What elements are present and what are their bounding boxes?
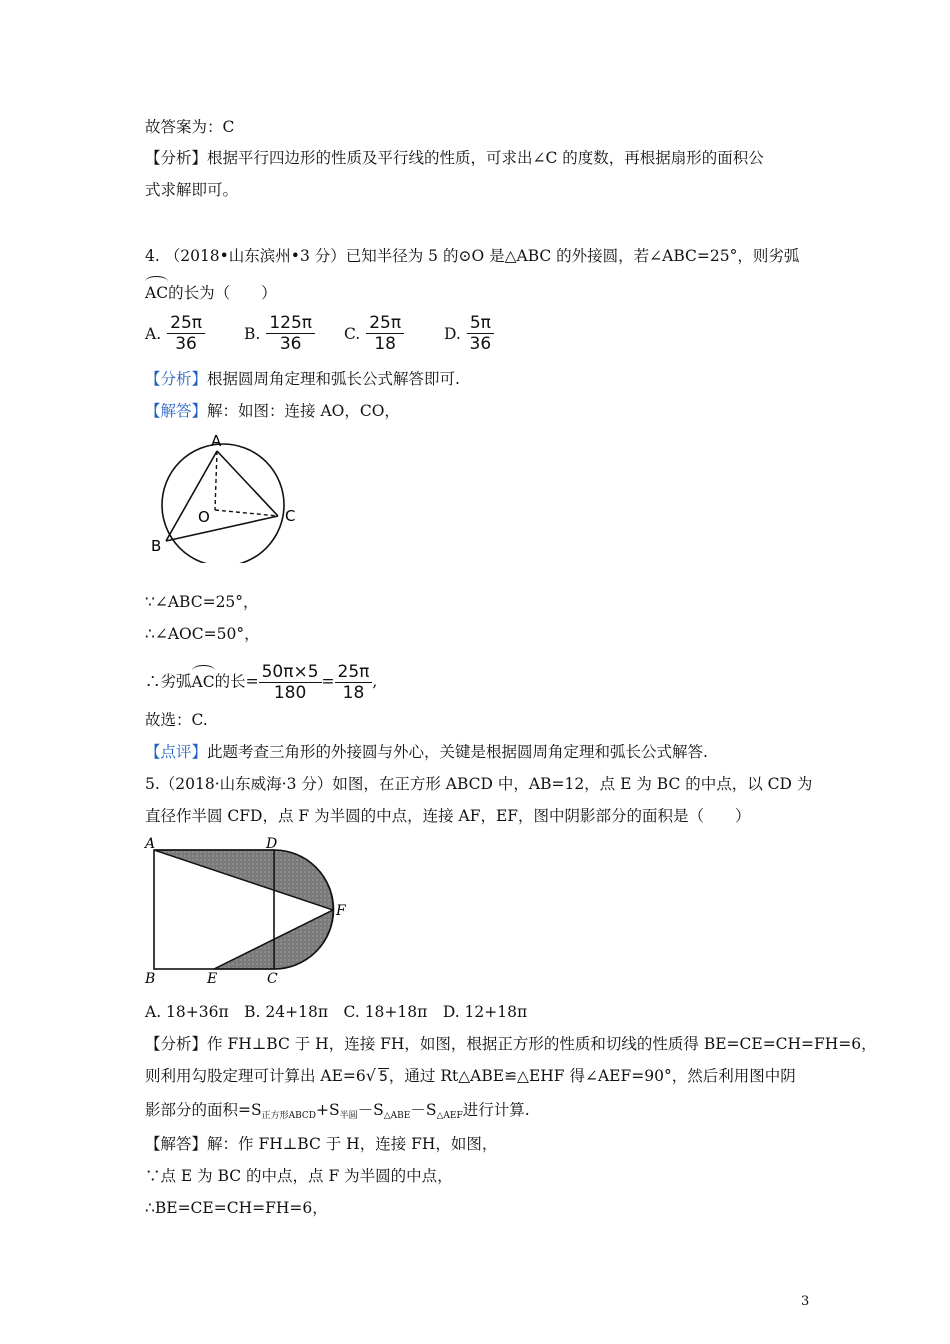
- label-c: C: [285, 507, 296, 525]
- frac-den: 180: [273, 683, 307, 703]
- step3-mid: 的长=: [214, 672, 259, 691]
- frac-den: 18: [342, 683, 365, 703]
- fraction-2: [335, 662, 373, 703]
- analysis-text: －S: [410, 1101, 437, 1119]
- analysis-text: 根据平行四边形的性质及平行线的性质，可求出∠C 的度数，再根据扇形的面积公: [207, 149, 764, 167]
- frac-den: 18: [374, 334, 396, 354]
- arc-ac: AC: [191, 672, 215, 691]
- q5-stem-line2: 直径作半圆 CFD，点 F 为半圆的中点，连接 AF，EF，图中阴影部分的面积是（ ）: [145, 807, 751, 825]
- subscript: △AEF: [436, 1111, 463, 1121]
- analysis-text: 则利用勾股定理可计算出 AE=6: [145, 1067, 366, 1085]
- q4-solution: [145, 401, 400, 421]
- q5-analysis-line2: 则利用勾股定理可计算出 AE=6√ 5，通过 Rt△ABE≌△EHF 得∠AEF=90°，然后利用图中阴: [145, 1066, 796, 1085]
- subscript: 半圆: [339, 1111, 358, 1121]
- frac-num: 25π: [335, 662, 373, 683]
- frac-den: 36: [279, 334, 302, 354]
- label-b: B: [145, 971, 156, 985]
- q4-stem-line1: 4. （2018•山东滨州•3 分）已知半径为 5 的⊙O 是△ABC 的外接圆，若∠ABC=25°，则劣弧: [145, 247, 800, 265]
- option-fraction: [266, 313, 315, 354]
- label-a: A: [211, 433, 222, 450]
- frac-num: 50π×5: [259, 662, 322, 683]
- analysis-text: 影部分的面积=S: [145, 1101, 262, 1119]
- frac-num: 25π: [366, 313, 404, 334]
- analysis-tag: 【分析】: [145, 370, 208, 388]
- solution-tag: 【解答】: [145, 402, 208, 420]
- equals: =: [321, 672, 335, 691]
- frac-den: 36: [175, 334, 197, 354]
- analysis-text: 根据圆周角定理和弧长公式解答即可.: [207, 370, 460, 388]
- option-fraction: [167, 313, 205, 354]
- solution-text: 解：如图：连接 AO，CO，: [207, 402, 400, 420]
- q4-stem-rest: 的长为（ ）: [168, 284, 277, 302]
- subscript: 正方形ABCD: [261, 1111, 316, 1121]
- q5-square-figure: [140, 835, 360, 985]
- q5-step2: ∴BE=CE=CH=FH=6，: [145, 1199, 328, 1217]
- q4-option-d: [444, 313, 494, 354]
- analysis-text: ，通过 Rt△ABE≌△EHF 得∠AEF=90°，然后利用图中阴: [388, 1067, 796, 1085]
- solution-text: 解：作 FH⊥BC 于 H，连接 FH，如图，: [207, 1135, 498, 1153]
- option-fraction: [467, 313, 494, 354]
- step3-prefix: ∴劣弧: [145, 672, 192, 691]
- q4-option-c: [344, 313, 404, 354]
- frac-num: 125π: [266, 313, 315, 334]
- label-b: B: [151, 537, 162, 555]
- q5-analysis-line3: [145, 1100, 530, 1126]
- q4-stem-line2: [145, 283, 277, 303]
- q4-analysis: [145, 369, 460, 389]
- analysis-tag: 【分析】: [145, 149, 208, 167]
- q3-analysis-line1: [145, 148, 764, 168]
- segment-ab: [166, 451, 217, 541]
- option-label: A.: [145, 324, 162, 343]
- step3-end: ,: [372, 672, 378, 691]
- q3-analysis-line2: 式求解即可。: [145, 181, 239, 199]
- q4-circle-figure: [148, 433, 308, 563]
- option-fraction: [366, 313, 404, 354]
- q5-options: A. 18+36π B. 24+18π C. 18+18π D. 12+18π: [145, 1003, 528, 1021]
- label-c: C: [267, 971, 278, 985]
- option-label: C.: [344, 324, 361, 343]
- frac-num: 5π: [467, 313, 494, 334]
- q4-choice: 故选：C.: [145, 711, 208, 729]
- q4-step1: ∵∠ABC=25°，: [145, 593, 259, 611]
- option-label: B.: [244, 324, 261, 343]
- label-d: D: [266, 836, 278, 852]
- q5-stem-line1: 5.（2018·山东威海·3 分）如图，在正方形 ABCD 中，AB=12，点 E 为 BC 的中点，以 CD 为: [145, 775, 813, 793]
- comment-tag: 【点评】: [145, 743, 208, 761]
- solution-tag: 【解答】: [145, 1135, 208, 1153]
- comment-text: 此题考查三角形的外接圆与外心，关键是根据圆周角定理和弧长公式解答.: [207, 743, 708, 761]
- q4-comment: [145, 742, 708, 762]
- page-number: 3: [801, 1294, 810, 1309]
- segment-bc: [166, 516, 278, 541]
- frac-den: 36: [469, 334, 492, 354]
- subscript: △ABE: [383, 1111, 411, 1121]
- fraction-1: [259, 662, 322, 703]
- label-f: F: [336, 903, 346, 919]
- q4-option-b: [244, 313, 315, 354]
- q5-step1: ∵点 E 为 BC 的中点，点 F 为半圆的中点，: [145, 1167, 453, 1185]
- analysis-text: －S: [357, 1101, 384, 1119]
- analysis-text: 作 FH⊥BC 于 H，连接 FH，如图，根据正方形的性质和切线的性质得 BE=CE=CH=FH=6，: [207, 1035, 877, 1053]
- analysis-tag: 【分析】: [145, 1035, 208, 1053]
- q4-step3: [145, 662, 377, 703]
- q4-option-a: [145, 313, 205, 354]
- arc-ac: AC: [145, 284, 169, 302]
- segment-oc: [215, 510, 278, 516]
- segment-ac: [217, 451, 278, 516]
- analysis-text: 进行计算.: [462, 1101, 530, 1119]
- sqrt-radicand: 5: [379, 1069, 388, 1085]
- q5-solution: [145, 1134, 497, 1154]
- label-a: A: [145, 836, 156, 852]
- q4-step2: ∴∠AOC=50°，: [145, 625, 260, 643]
- option-label: D.: [444, 324, 461, 343]
- analysis-text: +S: [316, 1101, 340, 1119]
- label-o: O: [198, 508, 210, 526]
- label-e: E: [207, 971, 218, 985]
- frac-num: 25π: [167, 313, 205, 334]
- segment-ao: [215, 451, 217, 510]
- q5-analysis-line1: [145, 1034, 877, 1054]
- q3-answer: 故答案为：C: [145, 118, 235, 136]
